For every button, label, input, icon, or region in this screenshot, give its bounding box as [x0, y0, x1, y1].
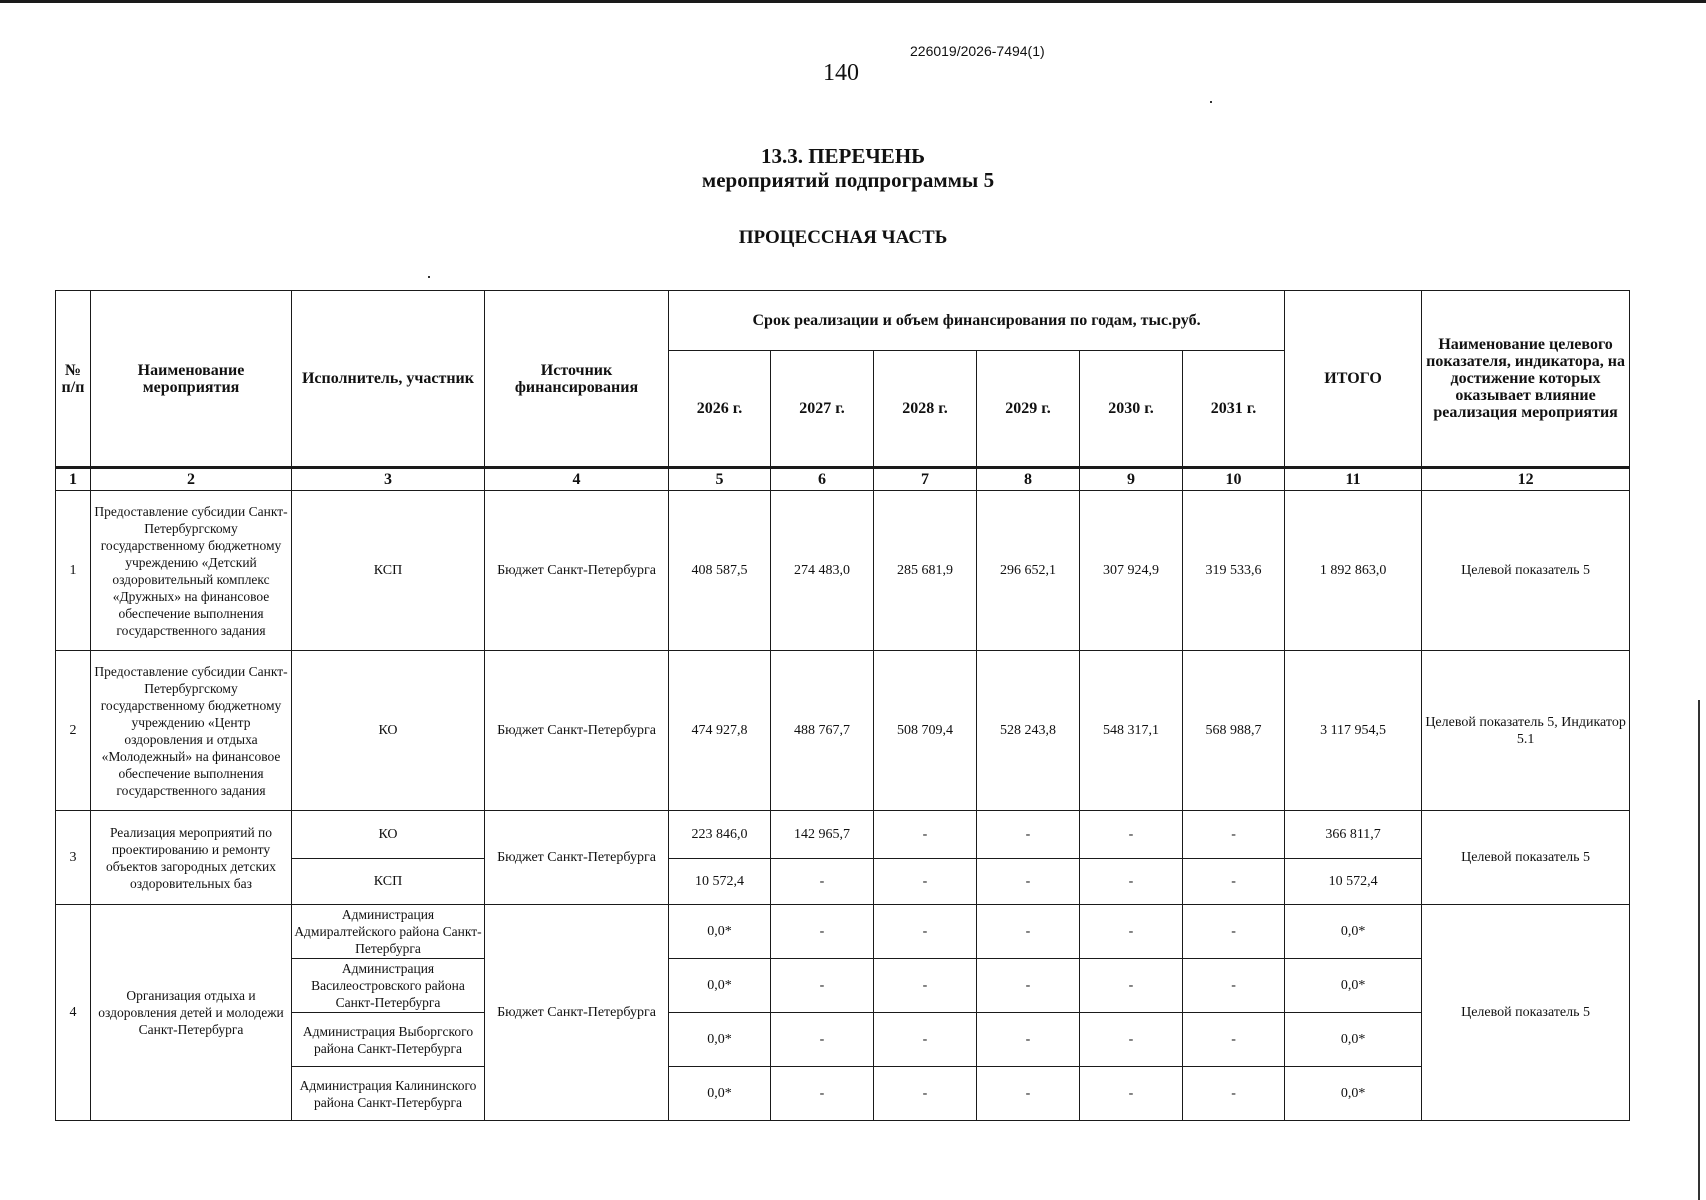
header-year: 2029 г.: [977, 351, 1080, 468]
header-total: ИТОГО: [1285, 291, 1422, 468]
year-value: -: [1080, 1013, 1183, 1067]
header-indicator: Наименование целевого показателя, индикатора, на достижение которых оказывает влияние реализация мероприятия: [1422, 291, 1630, 468]
year-value: 528 243,8: [977, 651, 1080, 811]
executor: КСП: [292, 491, 485, 651]
row-number: 4: [56, 905, 91, 1121]
executor: КО: [292, 651, 485, 811]
activity-name: Предоставление субсидии Санкт-Петербургскому государственному бюджетному учреждению «Центр оздоровления и отдыха «Молодежный» на финансовое обеспечение выполнения государственного задания: [91, 651, 292, 811]
year-value: -: [1080, 959, 1183, 1013]
scan-right-edge: [1698, 700, 1700, 1200]
table-subrow: [56, 859, 1630, 905]
column-numbers-row: [56, 468, 1630, 491]
scan-speck: [428, 276, 430, 278]
header-name: Наименование мероприятия: [91, 291, 292, 468]
column-number: 2: [91, 468, 292, 491]
column-number: 1: [56, 468, 91, 491]
year-value: -: [977, 905, 1080, 959]
target-indicator: Целевой показатель 5, Индикатор 5.1: [1422, 651, 1630, 811]
year-value: -: [874, 905, 977, 959]
activity-name: Предоставление субсидии Санкт-Петербургскому государственному бюджетному учреждению «Детский оздоровительный комплекс «Дружных» на финансовое обеспечение выполнения государственного задания: [91, 491, 292, 651]
row-total: 366 811,7: [1285, 811, 1422, 859]
activity-name: Реализация мероприятий по проектированию и ремонту объектов загородных детских оздоровительных баз: [91, 811, 292, 905]
header-executor: Исполнитель, участник: [292, 291, 485, 468]
year-value: -: [1183, 811, 1285, 859]
year-value: 0,0*: [669, 1067, 771, 1121]
year-value: -: [977, 1013, 1080, 1067]
activities-table: [55, 290, 1630, 1121]
header-num: № п/п: [56, 291, 91, 468]
column-number: 10: [1183, 468, 1285, 491]
funding-source: Бюджет Санкт-Петербурга: [485, 905, 669, 1121]
year-value: -: [977, 859, 1080, 905]
column-number: 5: [669, 468, 771, 491]
document-number: 226019/2026-7494(1): [910, 43, 1045, 59]
year-value: 408 587,5: [669, 491, 771, 651]
year-value: -: [1183, 905, 1285, 959]
list-subtitle: мероприятий подпрограммы 5: [701, 168, 995, 192]
year-value: 142 965,7: [771, 811, 874, 859]
year-value: -: [874, 1067, 977, 1121]
list-title: 13.3. ПЕРЕЧЕНЬ: [760, 144, 926, 168]
year-value: -: [977, 811, 1080, 859]
year-value: 508 709,4: [874, 651, 977, 811]
year-value: -: [874, 959, 977, 1013]
year-value: -: [771, 1013, 874, 1067]
target-indicator: Целевой показатель 5: [1422, 905, 1630, 1121]
row-total: 0,0*: [1285, 959, 1422, 1013]
section-title: ПРОЦЕССНАЯ ЧАСТЬ: [738, 227, 948, 248]
target-indicator: Целевой показатель 5: [1422, 811, 1630, 905]
year-value: -: [874, 811, 977, 859]
row-number: 1: [56, 491, 91, 651]
executor: Администрация Калининского района Санкт-Петербурга: [292, 1067, 485, 1121]
scan-speck: [1210, 101, 1212, 103]
table-subrow: [56, 1067, 1630, 1121]
year-value: -: [874, 859, 977, 905]
year-value: -: [1080, 1067, 1183, 1121]
header-period: Срок реализации и объем финансирования по годам, тыс.руб.: [669, 291, 1285, 351]
year-value: -: [1080, 905, 1183, 959]
year-value: 319 533,6: [1183, 491, 1285, 651]
column-number: 11: [1285, 468, 1422, 491]
year-value: 568 988,7: [1183, 651, 1285, 811]
year-value: -: [771, 1067, 874, 1121]
year-value: -: [771, 859, 874, 905]
executor: КО: [292, 811, 485, 859]
year-value: 307 924,9: [1080, 491, 1183, 651]
year-value: 548 317,1: [1080, 651, 1183, 811]
year-value: 474 927,8: [669, 651, 771, 811]
year-value: 296 652,1: [977, 491, 1080, 651]
row-total: 10 572,4: [1285, 859, 1422, 905]
table-subrow: [56, 1013, 1630, 1067]
table-row: [56, 811, 1630, 859]
year-value: 285 681,9: [874, 491, 977, 651]
activity-name: Организация отдыха и оздоровления детей и молодежи Санкт-Петербурга: [91, 905, 292, 1121]
executor: КСП: [292, 859, 485, 905]
year-value: -: [977, 959, 1080, 1013]
header-year: 2028 г.: [874, 351, 977, 468]
row-total: 0,0*: [1285, 1013, 1422, 1067]
column-number: 7: [874, 468, 977, 491]
executor: Администрация Василеостровского района Санкт-Петербурга: [292, 959, 485, 1013]
year-value: -: [1183, 1013, 1285, 1067]
header-year: 2030 г.: [1080, 351, 1183, 468]
year-value: -: [977, 1067, 1080, 1121]
funding-source: Бюджет Санкт-Петербурга: [485, 491, 669, 651]
year-value: -: [1183, 1067, 1285, 1121]
year-value: 223 846,0: [669, 811, 771, 859]
column-number: 9: [1080, 468, 1183, 491]
column-number: 8: [977, 468, 1080, 491]
header-year: 2031 г.: [1183, 351, 1285, 468]
year-value: 274 483,0: [771, 491, 874, 651]
row-total: 0,0*: [1285, 905, 1422, 959]
year-value: 0,0*: [669, 959, 771, 1013]
column-number: 12: [1422, 468, 1630, 491]
year-value: -: [1080, 811, 1183, 859]
executor: Администрация Адмиралтейского района Санкт-Петербурга: [292, 905, 485, 959]
header-source: Источник финансирования: [485, 291, 669, 468]
row-total: 1 892 863,0: [1285, 491, 1422, 651]
year-value: -: [1080, 859, 1183, 905]
year-value: 488 767,7: [771, 651, 874, 811]
page-number: 140: [823, 60, 859, 86]
year-value: -: [771, 905, 874, 959]
table-subrow: [56, 959, 1630, 1013]
row-total: 3 117 954,5: [1285, 651, 1422, 811]
target-indicator: Целевой показатель 5: [1422, 491, 1630, 651]
row-total: 0,0*: [1285, 1067, 1422, 1121]
column-number: 4: [485, 468, 669, 491]
year-value: 10 572,4: [669, 859, 771, 905]
year-value: -: [1183, 959, 1285, 1013]
column-number: 6: [771, 468, 874, 491]
funding-source: Бюджет Санкт-Петербурга: [485, 811, 669, 905]
year-value: -: [1183, 859, 1285, 905]
year-value: 0,0*: [669, 905, 771, 959]
executor: Администрация Выборгского района Санкт-Петербурга: [292, 1013, 485, 1067]
row-number: 3: [56, 811, 91, 905]
year-value: -: [874, 1013, 977, 1067]
row-number: 2: [56, 651, 91, 811]
header-year: 2027 г.: [771, 351, 874, 468]
header-row: [56, 291, 1630, 351]
table-row: [56, 905, 1630, 959]
table-row: [56, 651, 1630, 811]
scan-top-edge: [0, 0, 1706, 3]
header-year: 2026 г.: [669, 351, 771, 468]
year-value: -: [771, 959, 874, 1013]
year-value: 0,0*: [669, 1013, 771, 1067]
column-number: 3: [292, 468, 485, 491]
funding-source: Бюджет Санкт-Петербурга: [485, 651, 669, 811]
table-row: [56, 491, 1630, 651]
